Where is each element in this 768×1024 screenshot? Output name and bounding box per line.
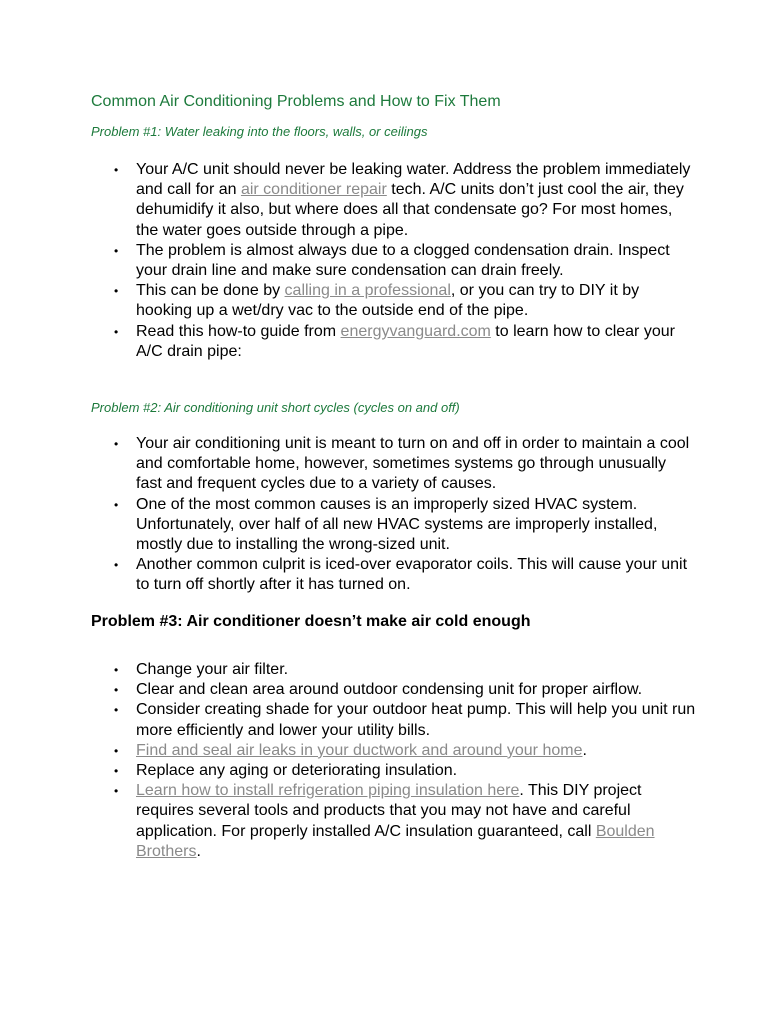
list-item: • Change your air filter. [136, 660, 696, 680]
list-item: • Your air conditioning unit is meant to turn on and off in order to maintain a cool and comfortable home, however, sometimes systems go through unusually fast and frequent cycles due to a variety of causes. [136, 434, 696, 495]
problem-3-heading: Problem #3: Air conditioner doesn’t make air cold enough [91, 613, 531, 630]
piping-insulation-link[interactable]: Learn how to install refrigeration piping insulation here [136, 782, 520, 800]
energyvanguard-link[interactable]: energyvanguard.com [340, 322, 491, 340]
problem-2-list [136, 434, 696, 596]
list-item: • One of the most common causes is an improperly sized HVAC system. Unfortunately, over half of all new HVAC systems are improperly installed, mostly due to installing the wrong-sized unit. [136, 495, 696, 556]
list-item: • Another common culprit is iced-over evaporator coils. This will cause your unit to turn off shortly after it has turned on. [136, 555, 696, 595]
list-item: • Read this how-to guide from energyvanguard.com to learn how to clear your A/C drain pipe: [136, 322, 696, 362]
list-item: • Consider creating shade for your outdoor heat pump. This will help you unit run more efficiently and lower your utility bills. [136, 700, 696, 740]
list-item: • Learn how to install refrigeration piping insulation here. This DIY project requires several tools and products that you may not have and careful application. For properly installed A/C insulation guaranteed, call Boulden Brothers. [136, 781, 696, 862]
list-item: • This can be done by calling in a professional, or you can try to DIY it by hooking up a wet/dry vac to the outside end of the pipe. [136, 281, 696, 321]
list-item: • The problem is almost always due to a clogged condensation drain. Inspect your drain line and make sure condensation can drain freely. [136, 241, 696, 281]
document-title: Common Air Conditioning Problems and How to Fix Them [91, 93, 501, 110]
list-item: • Replace any aging or deteriorating insulation. [136, 761, 696, 781]
problem-1-heading: Problem #1: Water leaking into the floors, walls, or ceilings [91, 124, 428, 139]
problem-1-list [136, 160, 696, 362]
boulden-brothers-link[interactable]: Boulden Brothers [136, 822, 655, 860]
problem-3-list [136, 660, 696, 862]
air-conditioner-repair-link[interactable]: air conditioner repair [240, 181, 387, 199]
problem-2-heading: Problem #2: Air conditioning unit short cycles (cycles on and off) [91, 400, 460, 415]
list-item: • Your A/C unit should never be leaking water. Address the problem immediately and call for an air conditioner repair tech. A/C units don’t just cool the air, they dehumidify it also, but where does all that condensate go? For most homes, the water goes outside through a pipe. [136, 160, 696, 241]
list-item: • Clear and clean area around outdoor condensing unit for proper airflow. [136, 680, 696, 700]
calling-professional-link[interactable]: calling in a professional [284, 282, 451, 300]
list-item: • Find and seal air leaks in your ductwork and around your home. [136, 741, 696, 761]
seal-air-leaks-link[interactable]: Find and seal air leaks in your ductwork and around your home [136, 741, 583, 759]
